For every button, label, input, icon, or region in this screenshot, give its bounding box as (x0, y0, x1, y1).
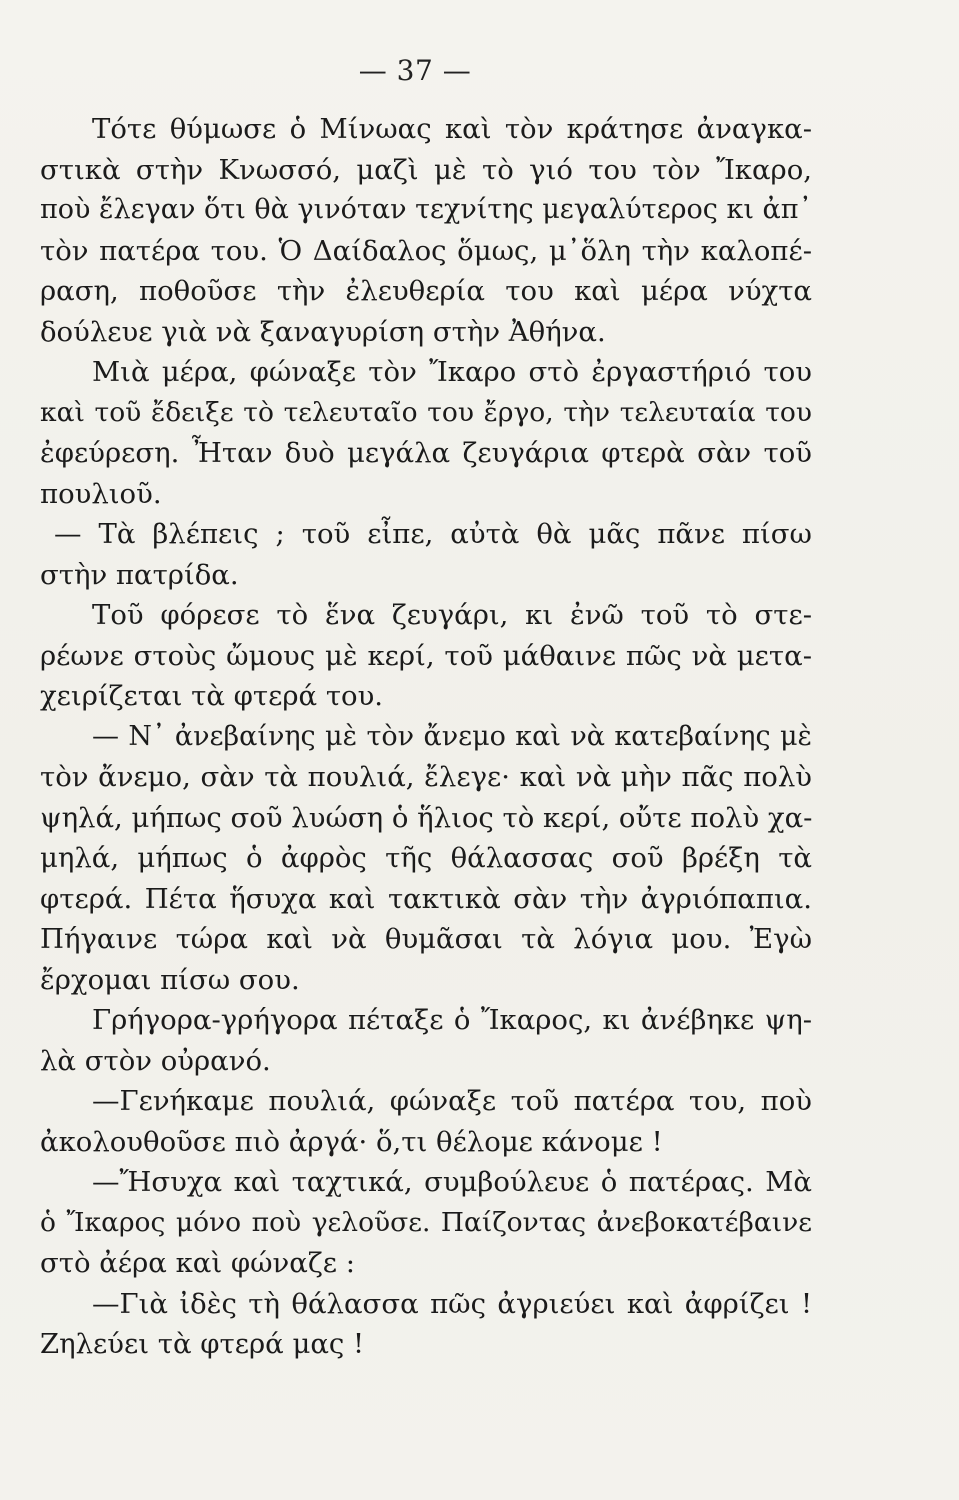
text-line: — Τὰ βλέπεις ; τοῦ εἶπε, αὐτὰ θὰ μᾶς πᾶνε πίσω (54, 518, 812, 550)
text-line: τὸν πατέρα του. Ὁ Δαίδαλος ὅμως, μ᾽ὅλη τὴν καλοπέ- (40, 234, 812, 267)
text-line: ραση, ποθοῦσε τὴν ἐλευθερία του καὶ μέρα νύχτα (40, 275, 812, 307)
text-line: Μιὰ μέρα, φώναξε τὸν Ἴκαρο στὸ ἐργαστήριό του (92, 356, 812, 388)
text-line: —Γιὰ ἰδὲς τὴ θάλασσα πῶς ἀγριεύει καὶ ἀφρίζει ! (92, 1287, 812, 1320)
text-line: ποὺ ἔλεγαν ὅτι θὰ γινόταν τεχνίτης μεγαλύτερος κι ἀπ᾽ (40, 194, 812, 225)
text-line: —Ἤσυχα καὶ ταχτικά, συμβούλευε ὁ πατέρας. Μὰ (92, 1166, 812, 1198)
text-line: — Ν᾽ ἀνεβαίνης μὲ τὸν ἄνεμο καὶ νὰ κατεβαίνης μὲ (92, 720, 812, 752)
page-number: — 37 — (358, 54, 472, 87)
text-line: φτερά. Πέτα ἥσυχα καὶ τακτικὰ σὰν τὴν ἀγριόπαπια. (40, 882, 812, 915)
text-line: μηλά, μήπως ὁ ἀφρὸς τῆς θάλασσας σοῦ βρέξη τὰ (40, 842, 812, 874)
text-line: Ζηλεύει τὰ φτερά μας ! (40, 1328, 365, 1360)
text-line: τὸν ἄνεμο, σὰν τὰ πουλιά, ἔλεγε· καὶ νὰ μὴν πᾶς πολὺ (40, 761, 812, 793)
text-line: Τότε θύμωσε ὁ Μίνωας καὶ τὸν κράτησε ἀναγκα- (92, 113, 812, 145)
text-line: δούλευε γιὰ νὰ ξαναγυρίση στὴν Ἀθήνα. (40, 315, 606, 348)
text-line: Γρήγορα-γρήγορα πέταξε ὁ Ἴκαρος, κι ἀνέβηκε ψη- (92, 1004, 812, 1036)
text-line: λὰ στὸν οὐρανό. (40, 1044, 271, 1077)
text-line: στὸ ἀέρα καὶ φώναζε : (40, 1247, 355, 1279)
text-line: —Γενήκαμε πουλιά, φώναξε τοῦ πατέρα του, ποὺ (92, 1085, 812, 1117)
text-line: καὶ τοῦ ἔδειξε τὸ τελευταῖο του ἔργο, τὴν τελευταία του (40, 396, 812, 428)
text-line: ἀκολουθοῦσε πιὸ ἀργά· ὅ,τι θέλομε κάνομε ! (40, 1125, 663, 1158)
text-line: Πήγαινε τώρα καὶ νὰ θυμᾶσαι τὰ λόγια μου. Ἐγὼ (40, 923, 812, 955)
text-line: ψηλά, μήπως σοῦ λυώση ὁ ἥλιος τὸ κερί, οὔτε πολὺ χα- (40, 801, 813, 834)
text-line: ρέωνε στοὺς ὤμους μὲ κερί, τοῦ μάθαινε πῶς νὰ μετα- (40, 639, 812, 672)
text-line: στὴν πατρίδα. (40, 558, 239, 591)
text-line: ὁ Ἴκαρος μόνο ποὺ γελοῦσε. Παίζοντας ἀνεβοκατέβαινε (40, 1206, 812, 1238)
text-line: πουλιοῦ. (40, 477, 162, 510)
text-line: χειρίζεται τὰ φτερά του. (40, 680, 384, 712)
text-line: ἔρχομαι πίσω σου. (40, 963, 300, 996)
text-line: ἐφεύρεση. Ἦταν δυὸ μεγάλα ζευγάρια φτερὰ σὰν τοῦ (40, 437, 812, 469)
text-line: στικὰ στὴν Κνωσσό, μαζὶ μὲ τὸ γιό του τὸν Ἴκαρο, (40, 153, 812, 186)
body-text (40, 109, 812, 1365)
text-line: Τοῦ φόρεσε τὸ ἕνα ζευγάρι, κι ἐνῶ τοῦ τὸ στε- (92, 599, 812, 631)
